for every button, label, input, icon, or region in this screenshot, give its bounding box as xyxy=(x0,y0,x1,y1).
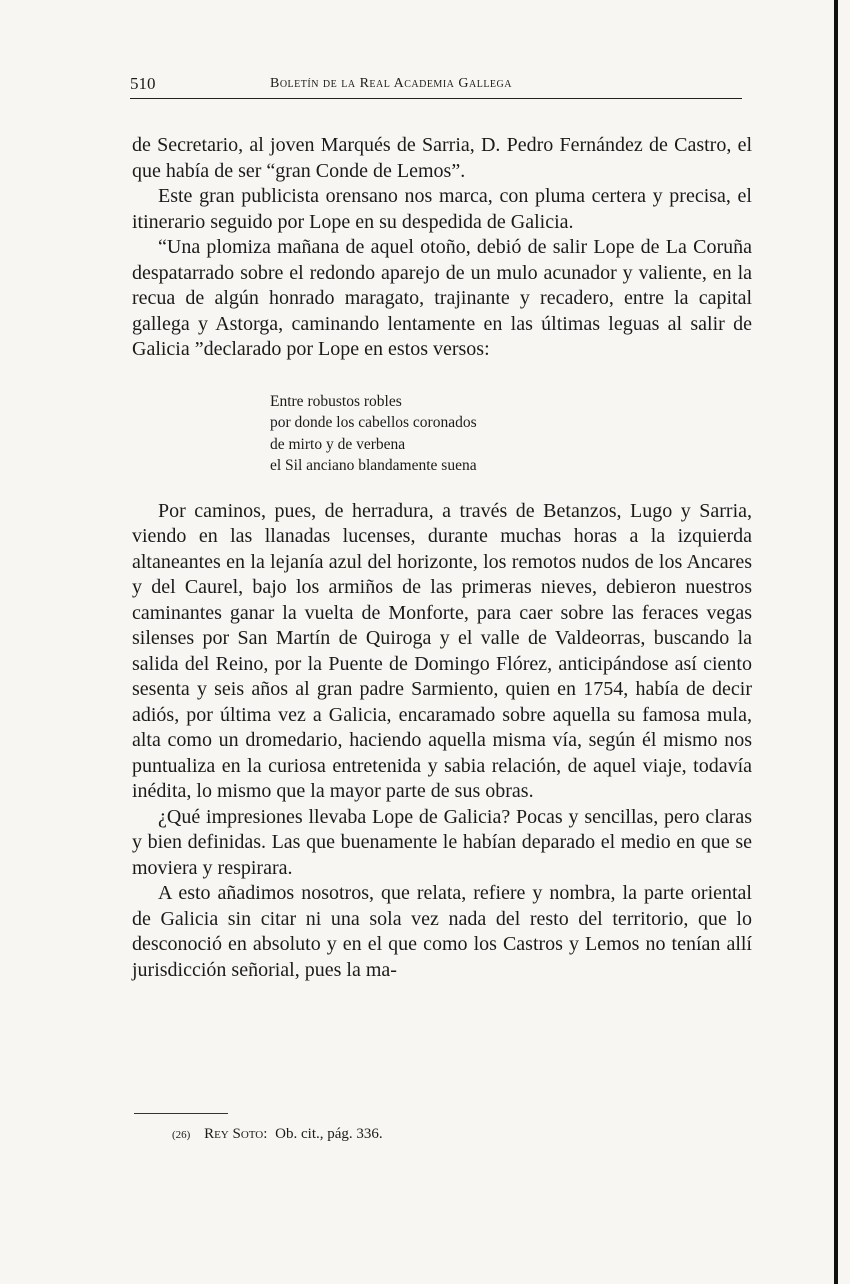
paragraph: A esto añadimos nosotros, que relata, refiere y nombra, la parte oriental de Galicia sin citar ni una sola vez nada del resto del territorio, que lo desconoció en absoluto y en el que como los Castros y Lemos no tenían allí jurisdicción señorial, pues la ma- xyxy=(132,882,752,981)
paragraph: Por caminos, pues, de herradura, a través de Betanzos, Lugo y Sarria, viendo en las llanadas lucenses, durante muchas horas a la izquierda altaneantes en la lejanía azul del horizonte, los remotos nudos de los Ancares y del Caurel, bajo los armiños de las primeras nieves, debieron nuestros caminantes ganar la vuelta de Monforte, para caer sobre las feraces vegas silenses por San Martín de Quiroga y el valle de Valdeorras, buscando la salida del Reino, por la Puente de Domingo Flórez, anticipándose así ciento sesenta y seis años al gran padre Sarmiento, quien en 1754, había de decir adiós, por última vez a Galicia, encaramado sobre aquella su famosa mula, alta como un dromedario, haciendo aquella misma vía, según él mismo nos puntualiza en la curiosa entretenida y sabia relación, de aquel viaje, todavía inédita, lo mismo que la mayor parte de sus obras. xyxy=(132,499,752,802)
footnote xyxy=(172,1126,383,1143)
running-title: Boletín de la Real Academia Gallega xyxy=(270,76,512,91)
paragraph: “Una plomiza mañana de aquel otoño, debió de salir Lope de La Coruña despatarrado sobre el redondo aparejo de un mulo acunador y valiente, en la recua de algún honrado maragato, trajinante y recadero, entre la capital gallega y Astorga, caminando lentamente en las últimas leguas al salir de Galicia ”declarado por Lope en estos versos: xyxy=(132,236,752,360)
poem-line: el Sil anciano blandamente suena xyxy=(270,457,477,474)
paragraph: ¿Qué impresiones llevaba Lope de Galicia? Pocas y sencillas, pero claras y bien definidas. Las que buenamente le habían deparado el medio en que se moviera y respirara. xyxy=(132,805,752,879)
footnote-number: (26) xyxy=(172,1129,191,1141)
poem-line: de mirto y de verbena xyxy=(270,435,406,453)
page-number: 510 xyxy=(130,74,156,93)
paragraph: Este gran publicista orensano nos marca, con pluma certera y precisa, el itinerario seguido por Lope en su despedida de Galicia. xyxy=(132,185,752,233)
body-text xyxy=(132,133,752,983)
footnote-citation: Ob. cit., pág. 336. xyxy=(275,1126,383,1142)
poem-line: Entre robustos robles xyxy=(270,392,402,410)
page-header xyxy=(130,74,742,99)
paragraph: de Secretario, al joven Marqués de Sarria, D. Pedro Fernández de Castro, el que había de ser “gran Conde de Lemos”. xyxy=(132,134,752,182)
page-edge-shadow xyxy=(834,0,838,1284)
footnote-author: Rey Soto: xyxy=(204,1126,268,1142)
footnote-divider xyxy=(134,1113,228,1114)
poem-line: por donde los cabellos coronados xyxy=(270,414,477,431)
poem-quote xyxy=(270,391,752,477)
